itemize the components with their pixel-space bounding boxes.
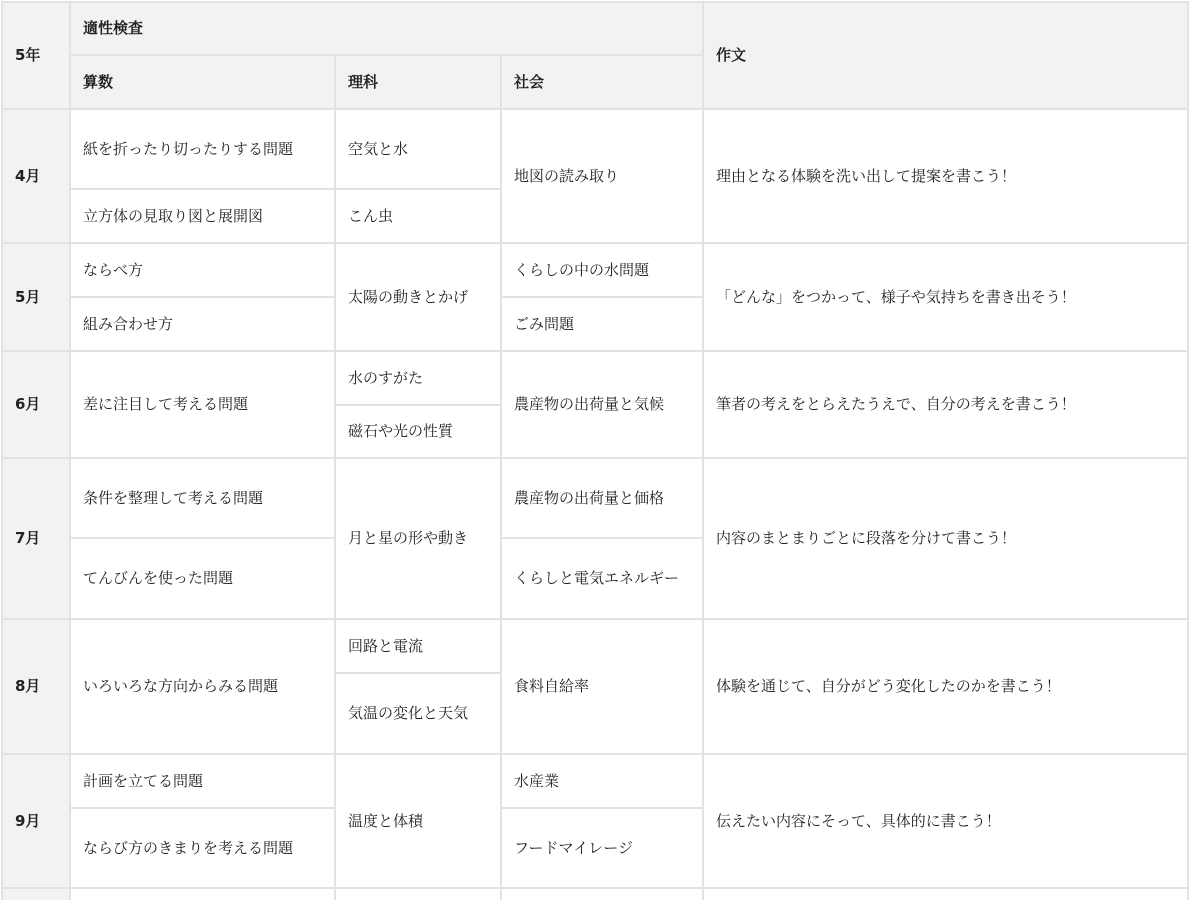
- grade-corner: 5年: [2, 2, 70, 109]
- science-topic: 月と星の形や動き: [335, 458, 501, 619]
- science-topic: 温度と体積: [335, 754, 501, 888]
- math-topic: 条件を整理して考える問題: [70, 458, 335, 538]
- math-topic: てんびんを使った問題: [70, 538, 335, 619]
- math-topic: 立方体の見取り図と展開図: [70, 189, 335, 243]
- table-row: [2, 243, 1188, 297]
- social-header: 社会: [501, 55, 703, 109]
- header-row: [2, 2, 1188, 55]
- math-topic-partial: [70, 888, 335, 900]
- month-label: 7月: [2, 458, 70, 619]
- month-label: 8月: [2, 619, 70, 754]
- science-topic: 磁石や光の性質: [335, 405, 501, 458]
- science-topic: 気温の変化と天気: [335, 673, 501, 754]
- essay-topic: 内容のまとまりごとに段落を分けて書こう！: [703, 458, 1188, 619]
- science-topic: 回路と電流: [335, 619, 501, 673]
- math-topic: 組み合わせ方: [70, 297, 335, 351]
- month-label: 6月: [2, 351, 70, 458]
- math-topic: ならべ方: [70, 243, 335, 297]
- essay-topic: 理由となる体験を洗い出して提案を書こう！: [703, 109, 1188, 243]
- curriculum-table: [1, 1, 1189, 900]
- social-topic-partial: [501, 888, 703, 900]
- table-row: [2, 109, 1188, 189]
- essay-topic: 体験を通じて、自分がどう変化したのかを書こう！: [703, 619, 1188, 754]
- social-topic: くらしの中の水問題: [501, 243, 703, 297]
- math-header: 算数: [70, 55, 335, 109]
- science-topic: 空気と水: [335, 109, 501, 189]
- social-topic: くらしと電気エネルギー: [501, 538, 703, 619]
- social-topic: 農産物の出荷量と気候: [501, 351, 703, 458]
- social-topic: ごみ問題: [501, 297, 703, 351]
- aptitude-test-header: 適性検査: [70, 2, 703, 55]
- science-topic: 太陽の動きとかげ: [335, 243, 501, 351]
- essay-topic: 「どんな」をつかって、様子や気持ちを書き出そう！: [703, 243, 1188, 351]
- table-row: [2, 458, 1188, 538]
- essay-topic: 伝えたい内容にそって、具体的に書こう！: [703, 754, 1188, 888]
- table-row: [2, 619, 1188, 673]
- math-topic: 計画を立てる問題: [70, 754, 335, 808]
- social-topic: 地図の読み取り: [501, 109, 703, 243]
- table-row: [2, 754, 1188, 808]
- essay-topic: 筆者の考えをとらえたうえで、自分の考えを書こう！: [703, 351, 1188, 458]
- month-label: 5月: [2, 243, 70, 351]
- math-topic: 差に注目して考える問題: [70, 351, 335, 458]
- table-row-partial: [2, 888, 1188, 900]
- science-header: 理科: [335, 55, 501, 109]
- table-row: [2, 351, 1188, 405]
- essay-header: 作文: [703, 2, 1188, 109]
- essay-topic-partial: [703, 888, 1188, 900]
- social-topic: 食料自給率: [501, 619, 703, 754]
- social-topic: フードマイレージ: [501, 808, 703, 888]
- math-topic: いろいろな方向からみる問題: [70, 619, 335, 754]
- science-topic: こん虫: [335, 189, 501, 243]
- math-topic: ならび方のきまりを考える問題: [70, 808, 335, 888]
- science-topic-partial: [335, 888, 501, 900]
- month-label: 9月: [2, 754, 70, 888]
- social-topic: 水産業: [501, 754, 703, 808]
- month-label: 4月: [2, 109, 70, 243]
- science-topic: 水のすがた: [335, 351, 501, 405]
- month-label-partial: [2, 888, 70, 900]
- social-topic: 農産物の出荷量と価格: [501, 458, 703, 538]
- math-topic: 紙を折ったり切ったりする問題: [70, 109, 335, 189]
